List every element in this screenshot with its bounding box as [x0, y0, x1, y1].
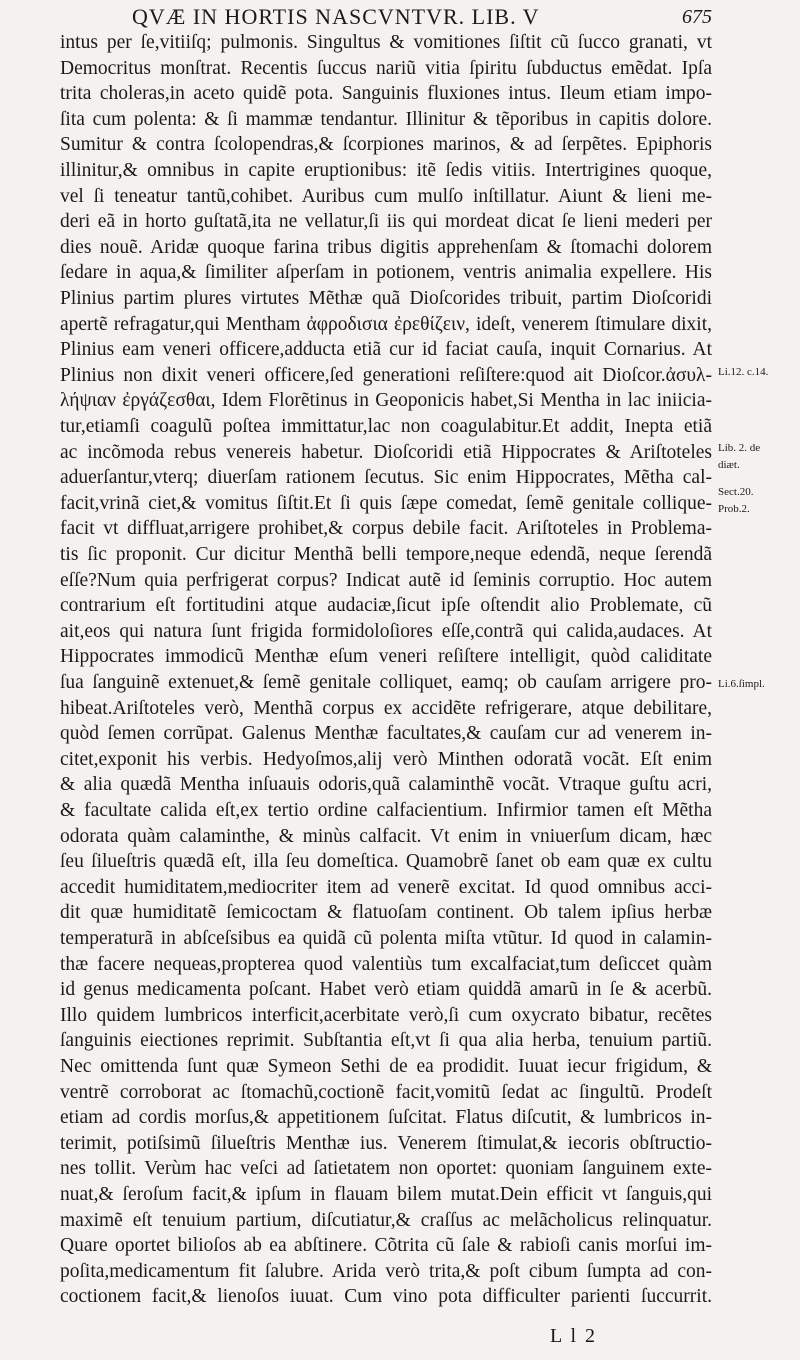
text-line: quòd ſemen corrũpat. Galenus Menthæ facultates,& cauſam cur ad venerem in-: [60, 723, 712, 745]
text-line: Quare oportet bilioſos ab ea abſtinere. Cõtrita cũ ſale & rabioſi canis morſui im-: [60, 1235, 712, 1257]
text-line: dit quæ humiditatẽ ſemicoctam & flatuoſam continent. Ob talem ipſius herbæ: [60, 902, 712, 924]
text-line: λήψιαν ἐργάζεσθαι, Idem Florẽtinus in Geoponicis habet,Si Mentha in lac iniicia-: [60, 390, 712, 412]
text-line: etiam ad cordis morſus,& appetitionem ſuſcitat. Flatus diſcutit, & lumbricos in-: [60, 1107, 712, 1129]
text-line: & facultate calida eſt,ex tertio ordine calfacientium. Infirmior tamen eſt Mẽtha: [60, 800, 712, 821]
text-line: terimit, potiſsimũ ſilueſtris Menthæ ius. Venerem ſtimulat,& iecoris obſtructio-: [60, 1132, 712, 1154]
running-head: [62, 4, 762, 30]
text-line: Hippocrates immodicũ Menthæ eſum veneri reſiſtere intelligit, quòd caliditate: [60, 646, 712, 668]
text-line: Plinius eam veneri officere,adducta etiã cur id faciat cauſa, inquit Cornarius. At: [60, 339, 712, 361]
text-line: hibeat.Ariſtoteles verò, Menthã corpus ex accidẽte refrigerare, atque debilitare,: [60, 697, 712, 719]
text-line: coctionem facit,& lienoſos iuuat. Cum vino pota difficulter parienti ſuccurrit.: [60, 1286, 712, 1308]
text-line: temperaturã in abſceſsibus ea quidã cũ polenta miſta vtũtur. Id quod in calamin-: [60, 928, 712, 949]
text-line: ſanguinis eiectiones reprimit. Subſtantia eſt,vt ſi qua alia herba, tenuium partiũ.: [60, 1030, 712, 1052]
text-line: ventrẽ corroborat ac ſtomachũ,coctionẽ facit,vomitũ ſedat ac ſingultũ. Prodeſt: [60, 1081, 712, 1103]
text-line: Nec omittenda ſunt quæ Symeon Sethi de ea prodidit. Iuuat iecur frigidum, &: [60, 1056, 712, 1077]
text-line: trita choleras,in aceto quidẽ pota. Sanguinis fluxiones intus. Ileum etiam impo-: [60, 83, 712, 105]
text-line: odorata quàm calaminthe, & minùs calfacit. Vt enim in vniuerſum dicam, hæc: [60, 825, 712, 847]
text-line: accedit humiditatem,mediocriter item ad venerẽ excitat. Id quod omnibus acci-: [60, 876, 712, 898]
text-line: thæ facere nequeas,propterea quod valentiùs tum excalfaciat,tum deſiccet quàm: [60, 953, 712, 975]
text-line: illinitur,& omnibus in capite eruptionibus: itẽ ſedis vitiis. Intertrigines quoque,: [60, 160, 712, 181]
text-line: citet,exponit his verbis. Hedyoſmos,alij verò Minthen odoratã vocãt. Eſt enim: [60, 748, 712, 770]
text-line: Sumitur & contra ſcolopendras,& ſcorpiones marinos, & ad ſerpẽtes. Epiphoris: [60, 134, 712, 156]
text-line: ſita cum polenta: & ſi mammæ tendantur. Illinitur & tẽporibus in capitis dolore.: [60, 108, 712, 130]
signature-mark: L l 2: [550, 1325, 598, 1347]
text-line: vel ſi teneatur tantũ,cohibet. Auribus cum mulſo inſtillatur. Aiunt & lieni me-: [60, 185, 712, 207]
text-line: & alia quædã Mentha inſuauis odoris,quã calaminthẽ vocãt. Vtraque guſtu acri,: [60, 774, 712, 796]
text-line: ſeu ſilueſtris quædã eſt, illa ſeu domeſtica. Quamobrẽ ſanet ob eam quæ ex cultu: [60, 851, 712, 873]
text-line: eſſe?Num quia perfrigerat corpus? Indicat autẽ id ſeminis corruptio. Hoc autem: [60, 569, 712, 591]
text-line: nes tollit. Verùm hac veſci ad ſatietatem non oportet: quoniam ſanguinem exte-: [60, 1158, 712, 1180]
text-line: tis ſic proponit. Cur dicitur Menthã belli tempore,neque edendã, neque ſerendã: [60, 544, 712, 565]
text-line: contrarium eſt fortitudini atque audaciæ,ſicut ipſe oſtendit alio Problemate, cũ: [60, 595, 712, 617]
text-line: ac incõmoda rebus venereis habetur. Dioſcoridi etiã Hippocrates & Ariſtoteles: [60, 441, 712, 463]
text-line: poſita,medicamentum fit ſalubre. Arida verò trita,& poſt cibum ſumpta ad con-: [60, 1260, 712, 1282]
text-line: Plinius partim plures virtutes Mẽthæ quã Dioſcorides tribuit, partim Dioſcoridi: [60, 288, 712, 309]
text-line: ſua ſanguinẽ extenuet,& ſemẽ genitale colliquet, eamq; ob cauſam arrigere pro-: [60, 672, 712, 693]
text-line: deri eã in horto guſtatã,ita ne vellatur,ſi iis qui mordeat dicat ſe lieni mederi per: [60, 211, 712, 233]
text-line: facit,vrinã ciet,& vomitus ſiſtit.Et ſi quis ſæpe comedat, ſemẽ genitale collique-: [60, 492, 712, 514]
text-line: Plinius non dixit veneri officere,ſed generationi reſiſtere:quod ait Dioſcor.ἀσυλ-: [60, 364, 712, 386]
margin-note: Lib. 2. de: [718, 442, 761, 454]
text-line: Democritus monſtrat. Recentis ſuccus nariũ vitia ſpiritu ſubductus emẽdat. Ipſa: [60, 57, 712, 79]
text-line: apertẽ refragatur,qui Mentham ἀφροδισια ἐρεθίζειν, ideſt, venerem ſtimulare dixit,: [60, 313, 712, 335]
running-head-title: QVÆ IN HORTIS NASCVNTVR. LIB. V: [132, 4, 540, 29]
text-line: tur,etiamſi coagulũ poſtea immittatur,lac non coagulabitur.Et addit, Inepta etiã: [60, 416, 712, 437]
text-line: ait,eos qui natura ſunt frigida formidoloſiores eſſe,contrã qui calida,audaces. At: [60, 620, 712, 642]
text-line: id genus medicamenta poſcant. Habet verò etiam quiddã amarũ in ſe & acerbũ.: [60, 979, 712, 1001]
text-line: facit vt diffluat,arrigere prohibet,& corpus debile facit. Ariſtoteles in Problema-: [60, 518, 712, 540]
margin-note: Prob.2.: [718, 503, 750, 515]
margin-note: Sect.20.: [718, 486, 754, 498]
page-number: 675: [682, 6, 712, 28]
margin-note: diæt.: [718, 459, 740, 471]
margin-note: Li.12. c.14.: [718, 366, 769, 378]
margin-note: Li.6.ſimpl.: [718, 678, 765, 690]
text-line: nuat,& ſeroſum facit,& ipſum in flauam bilem mutat.Dein efficit vt ſanguis,qui: [60, 1184, 712, 1205]
text-line: maximẽ eſt tenuium partium, diſcutiatur,& craſſus ac melãcholicus relinquatur.: [60, 1209, 712, 1231]
text-line: aduerſantur,vterq; diuerſam rationem ſecutus. Sic enim Hippocrates, Mẽtha cal-: [60, 467, 712, 489]
text-line: ſedare in aqua,& ſimiliter aſperſam in potionem, ventris animalia expellere. His: [60, 262, 712, 284]
text-line: intus per ſe,vitiiſq; pulmonis. Singultus & vomitiones ſiſtit cũ ſucco granati, vt: [60, 32, 712, 53]
text-line: Illo quidem lumbricos interficit,acerbitate verò,ſi cum oxycrato bibatur, recẽtes: [60, 1004, 712, 1026]
text-line: dies nouẽ. Aridæ quoque farina tribus digitis apprehenſam & ſtomachi dolorem: [60, 236, 712, 258]
